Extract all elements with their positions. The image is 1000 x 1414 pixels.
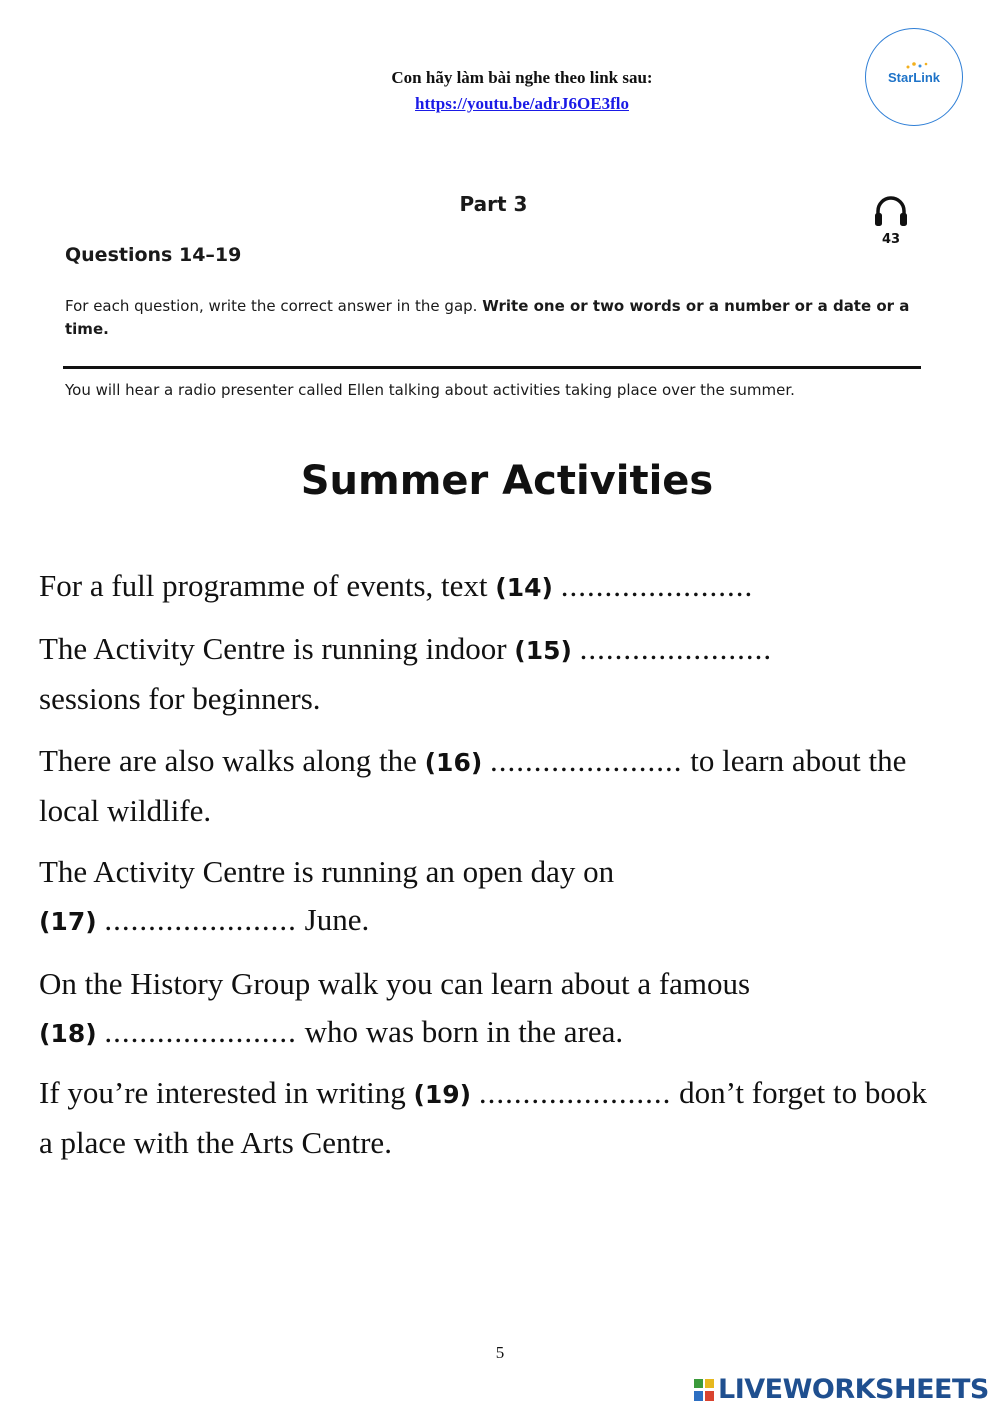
- question-16: [39, 737, 939, 835]
- question-number: (16): [424, 748, 483, 777]
- question-number: (19): [413, 1080, 472, 1109]
- question-number: (14): [495, 573, 553, 602]
- context-text: You will hear a radio presenter called Ellen talking about activities taking place over the summer.: [65, 381, 795, 399]
- directions-bold: Write one or two words or a number or a date or a time.: [65, 297, 910, 338]
- directions-plain: For each question, write the correct answer in the gap.: [65, 297, 478, 315]
- answer-gap-18[interactable]: ......................: [104, 1014, 297, 1049]
- question-text: The Activity Centre is running an open day on: [39, 854, 615, 889]
- question-text: The Activity Centre is running indoor: [39, 631, 507, 666]
- question-text: On the History Group walk you can learn about a famous: [39, 966, 751, 1001]
- divider: [63, 366, 921, 369]
- answer-gap-14[interactable]: ......................: [560, 568, 754, 603]
- part-title: Part 3: [459, 192, 528, 216]
- youtube-link[interactable]: https://youtu.be/adrJ6OE3flo: [415, 94, 629, 113]
- logo-text: StarLink: [888, 70, 940, 85]
- answer-gap-16[interactable]: ......................: [490, 743, 683, 778]
- question-text: If you’re interested in writing: [39, 1075, 406, 1110]
- instruction-text: Con hãy làm bài nghe theo link sau:: [391, 68, 653, 87]
- worksheet-title: Summer Activities: [300, 458, 714, 504]
- answer-gap-19[interactable]: ......................: [478, 1075, 672, 1110]
- question-text-after: June.: [304, 902, 370, 937]
- starlink-logo: [865, 28, 963, 126]
- question-number: (18): [39, 1019, 97, 1048]
- directions-text: [65, 295, 925, 341]
- question-15: [39, 625, 939, 723]
- questions-heading: Questions 14–19: [65, 244, 242, 266]
- question-text: There are also walks along the: [39, 743, 417, 778]
- stars-icon: [902, 61, 932, 71]
- question-text-after: to learn about the local wildlife.: [39, 743, 907, 828]
- liveworksheets-text: LIVEWORKSHEETS: [718, 1374, 989, 1405]
- page-number: 5: [495, 1343, 505, 1362]
- question-text-after: don’t forget to book a place with the Arts Centre.: [39, 1075, 927, 1160]
- question-number: (17): [39, 907, 97, 936]
- question-text-after: who was born in the area.: [304, 1014, 624, 1049]
- question-number: (15): [514, 636, 572, 665]
- question-19: [39, 1069, 939, 1167]
- answer-gap-17[interactable]: ......................: [104, 902, 297, 937]
- question-18: [39, 960, 939, 1058]
- track-number: 43: [881, 232, 901, 247]
- liveworksheets-logo: [693, 1374, 989, 1405]
- answer-gap-15[interactable]: ......................: [579, 631, 773, 666]
- headphones-icon: [872, 194, 910, 228]
- question-text: For a full programme of events, text: [39, 568, 488, 603]
- question-14: [39, 562, 939, 612]
- question-17: [39, 848, 939, 946]
- question-text-after: sessions for beginners.: [39, 681, 321, 716]
- liveworksheets-icon: [693, 1377, 715, 1403]
